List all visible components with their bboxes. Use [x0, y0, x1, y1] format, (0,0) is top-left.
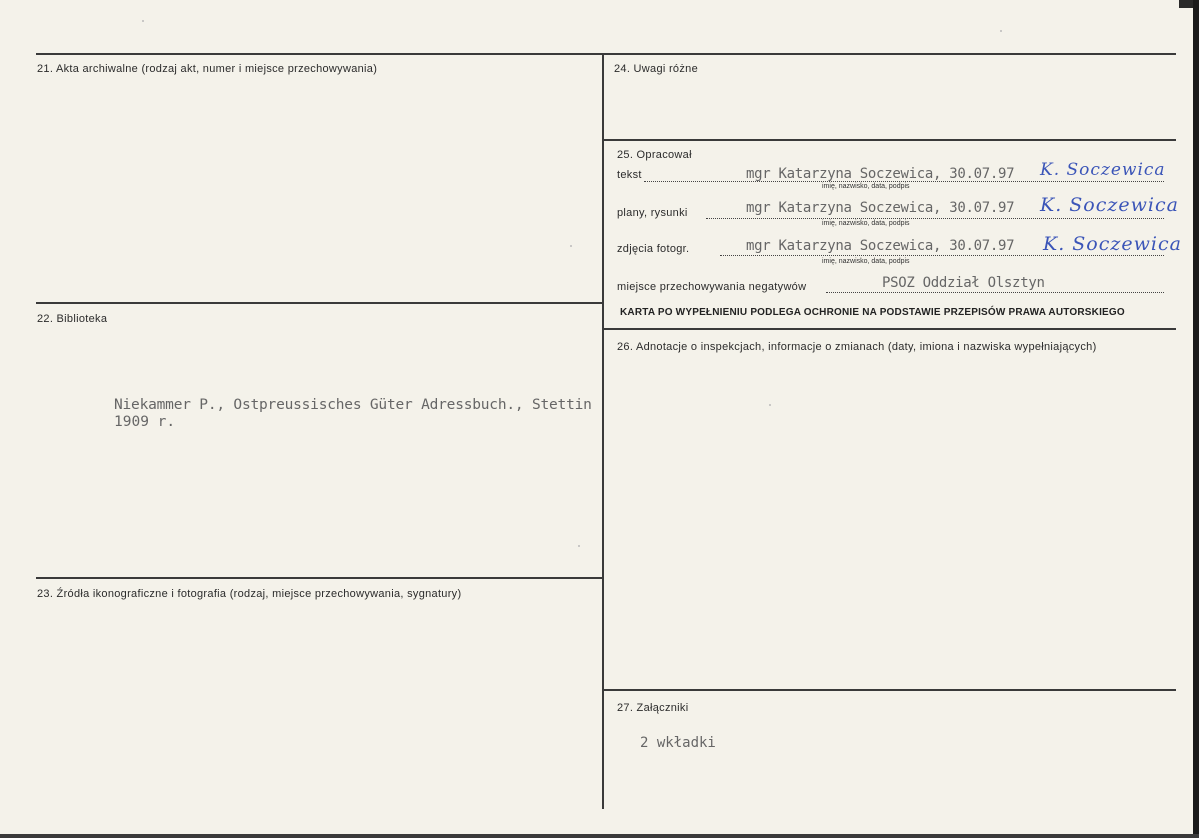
- attachments-value: 2 wkładki: [640, 735, 716, 751]
- section-26-label: 26. Adnotacje o inspekcjach, informacje o zmianach (daty, imiona i nazwiska wypełniających): [617, 341, 1097, 353]
- paper-speck: [1000, 30, 1002, 32]
- signature-plany: K. Soczewica: [1040, 194, 1179, 216]
- field-tekst-caption: imię, nazwisko, data, podpis: [822, 183, 910, 190]
- field-plany-caption: imię, nazwisko, data, podpis: [822, 220, 910, 227]
- field-zdjecia-line: [720, 255, 1164, 256]
- scan-edge-corner: [1179, 0, 1193, 8]
- rule-22-23: [36, 577, 603, 579]
- rule-21-22: [36, 302, 603, 304]
- paper-speck: [578, 545, 580, 547]
- signature-zdjecia: K. Soczewica: [1043, 233, 1182, 255]
- section-27-label: 27. Załączniki: [617, 702, 689, 714]
- field-tekst-label: tekst: [617, 169, 642, 181]
- paper-speck: [570, 245, 572, 247]
- paper-speck: [142, 20, 144, 22]
- section-23-label: 23. Źródła ikonograficzne i fotografia (rodzaj, miejsce przechowywania, sygnatury): [37, 588, 462, 600]
- rule-26-27: [603, 689, 1176, 691]
- library-entry-line-1: Niekammer P., Ostpreussisches Güter Adressbuch., Stettin: [114, 397, 592, 413]
- field-plany-line: [706, 218, 1164, 219]
- field-tekst-value: mgr Katarzyna Soczewica, 30.07.97: [746, 166, 1015, 182]
- library-entry-line-2: 1909 r.: [114, 414, 176, 430]
- section-21-label: 21. Akta archiwalne (rodzaj akt, numer i miejsce przechowywania): [37, 63, 378, 75]
- top-rule: [36, 53, 1176, 55]
- section-25-label: 25. Opracował: [617, 149, 692, 161]
- field-plany-value: mgr Katarzyna Soczewica, 30.07.97: [746, 200, 1015, 216]
- rule-25-26: [603, 328, 1176, 330]
- scan-edge-bottom: [0, 834, 1199, 838]
- section-22-label: 22. Biblioteka: [37, 313, 108, 325]
- signature-tekst: K. Soczewica: [1040, 160, 1166, 180]
- copyright-notice: KARTA PO WYPEŁNIENIU PODLEGA OCHRONIE NA PODSTAWIE PRZEPISÓW PRAWA AUTORSKIEGO: [620, 307, 1125, 318]
- field-zdjecia-caption: imię, nazwisko, data, podpis: [822, 258, 910, 265]
- negatives-label: miejsce przechowywania negatywów: [617, 281, 807, 293]
- negatives-line: [826, 292, 1164, 293]
- paper-speck: [769, 404, 771, 406]
- section-24-label: 24. Uwagi różne: [614, 63, 698, 75]
- field-plany-label: plany, rysunki: [617, 207, 688, 219]
- negatives-value: PSOZ Oddział Olsztyn: [882, 275, 1045, 291]
- field-zdjecia-value: mgr Katarzyna Soczewica, 30.07.97: [746, 238, 1015, 254]
- center-divider: [602, 53, 604, 809]
- rule-24-25: [603, 139, 1176, 141]
- scan-edge-right: [1193, 0, 1199, 838]
- field-zdjecia-label: zdjęcia fotogr.: [617, 243, 690, 255]
